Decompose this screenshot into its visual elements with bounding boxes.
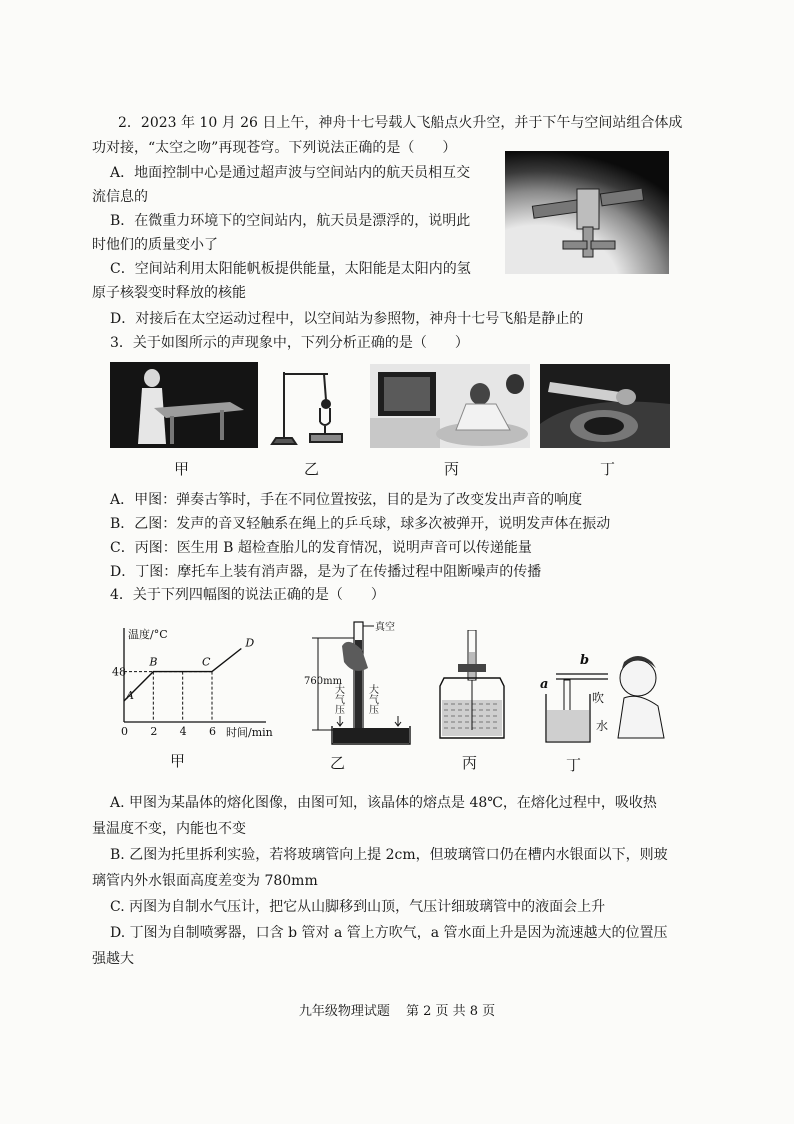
barometer-figure	[438, 630, 508, 742]
q4-option-d-cont: 强越大	[92, 951, 134, 967]
page-number: 第 2 页 共 8 页	[405, 1004, 496, 1019]
exam-title: 九年级物理试题	[298, 1004, 390, 1019]
ultrasound-photo	[370, 364, 530, 448]
tuning-fork-figure	[270, 364, 354, 448]
vacuum-label: 真空	[375, 622, 395, 633]
pressure-label-right: 大气压	[366, 684, 378, 714]
point-label-C: C	[202, 655, 211, 669]
melting-chart	[112, 624, 292, 744]
point-label-D: D	[245, 636, 255, 650]
label-a: a	[540, 677, 549, 692]
muffler-photo	[540, 364, 670, 448]
q3-caption-jia: 甲	[174, 460, 190, 478]
page-footer	[0, 1000, 794, 1019]
space-station-photo	[505, 151, 669, 274]
y-axis-label: 温度/°C	[128, 628, 168, 641]
q3-option-b: B．乙图：发声的音叉轻触系在绳上的乒乓球，球多次被弹开，说明发声体在振动	[110, 516, 611, 532]
q4-caption-jia: 甲	[170, 752, 186, 770]
x-tick-label: 0	[121, 725, 128, 738]
q3-stem: 3．关于如图所示的声现象中，下列分析正确的是（ ）	[110, 335, 469, 351]
q3-caption-bing: 丙	[444, 460, 460, 478]
q4-option-b-cont: 璃管内外水银面高度差变为 780mm	[92, 873, 318, 889]
q4-option-b: B. 乙图为托里拆利实验，若将玻璃管向上提 2cm，但玻璃管口仍在槽内水银面以下，则玻	[110, 847, 668, 863]
q2-option-b-cont: 时他们的质量变小了	[92, 237, 218, 253]
q3-caption-yi: 乙	[304, 460, 320, 478]
q3-caption-ding: 丁	[600, 460, 616, 478]
q2-stem-line1: 2．2023 年 10 月 26 日上午，神舟十七号载人飞船点火升空，并于下午与空间站组合体成	[118, 115, 683, 131]
guzheng-photo	[110, 362, 258, 448]
q4-caption-ding: 丁	[566, 756, 582, 774]
q4-stem: 4．关于下列四幅图的说法正确的是（ ）	[110, 587, 385, 603]
y-tick-label: 48	[112, 665, 126, 679]
blow-label: 吹	[592, 691, 605, 705]
x-tick-label: 4	[179, 725, 187, 738]
q4-caption-yi: 乙	[330, 754, 346, 772]
height-label: 760mm	[304, 676, 343, 687]
torricelli-figure	[302, 616, 418, 748]
x-tick-label: 2	[150, 725, 158, 738]
q3-option-c: C．丙图：医生用 B 超检查胎儿的发育情况，说明声音可以传递能量	[110, 540, 532, 556]
q4-caption-bing: 丙	[462, 754, 478, 772]
q2-option-c-cont: 原子核裂变时释放的核能	[92, 285, 246, 301]
q2-option-d: D．对接后在太空运动过程中，以空间站为参照物，神舟十七号飞船是静止的	[110, 311, 584, 327]
water-label: 水	[596, 719, 609, 733]
point-label-A: A	[126, 689, 134, 702]
pressure-label-left: 大气压	[332, 684, 344, 714]
x-axis-label: 时间/min	[226, 726, 273, 739]
q2-stem-line2: 功对接，“太空之吻”再现苍穹。下列说法正确的是（ ）	[92, 140, 457, 156]
q4-option-a-cont: 量温度不变，内能也不变	[92, 821, 246, 837]
q2-option-c: C．空间站利用太阳能帆板提供能量，太阳能是太阳内的氢	[110, 261, 471, 277]
sprayer-figure	[534, 648, 670, 744]
point-label-B: B	[149, 655, 158, 669]
q2-option-b: B．在微重力环境下的空间站内，航天员是漂浮的，说明此	[110, 213, 471, 229]
q3-option-d: D．丁图：摩托车上装有消声器，是为了在传播过程中阻断噪声的传播	[110, 564, 542, 580]
label-b: b	[580, 653, 590, 668]
q2-option-a-cont: 流信息的	[92, 189, 148, 205]
q3-option-a: A．甲图：弹奏古筝时，手在不同位置按弦，目的是为了改变发出声音的响度	[110, 492, 583, 508]
q4-option-d: D. 丁图为自制喷雾器，口含 b 管对 a 管上方吹气，a 管水面上升是因为流速越大的位置压	[110, 925, 668, 941]
q4-option-c: C. 丙图为自制水气压计，把它从山脚移到山顶，气压计细玻璃管中的液面会上升	[110, 899, 606, 915]
x-tick-label: 6	[209, 725, 216, 738]
q4-option-a: A. 甲图为某晶体的熔化图像，由图可知，该晶体的熔点是 48℃，在熔化过程中，吸收热	[110, 795, 657, 811]
q2-option-a: A．地面控制中心是通过超声波与空间站内的航天员相互交	[110, 165, 471, 181]
